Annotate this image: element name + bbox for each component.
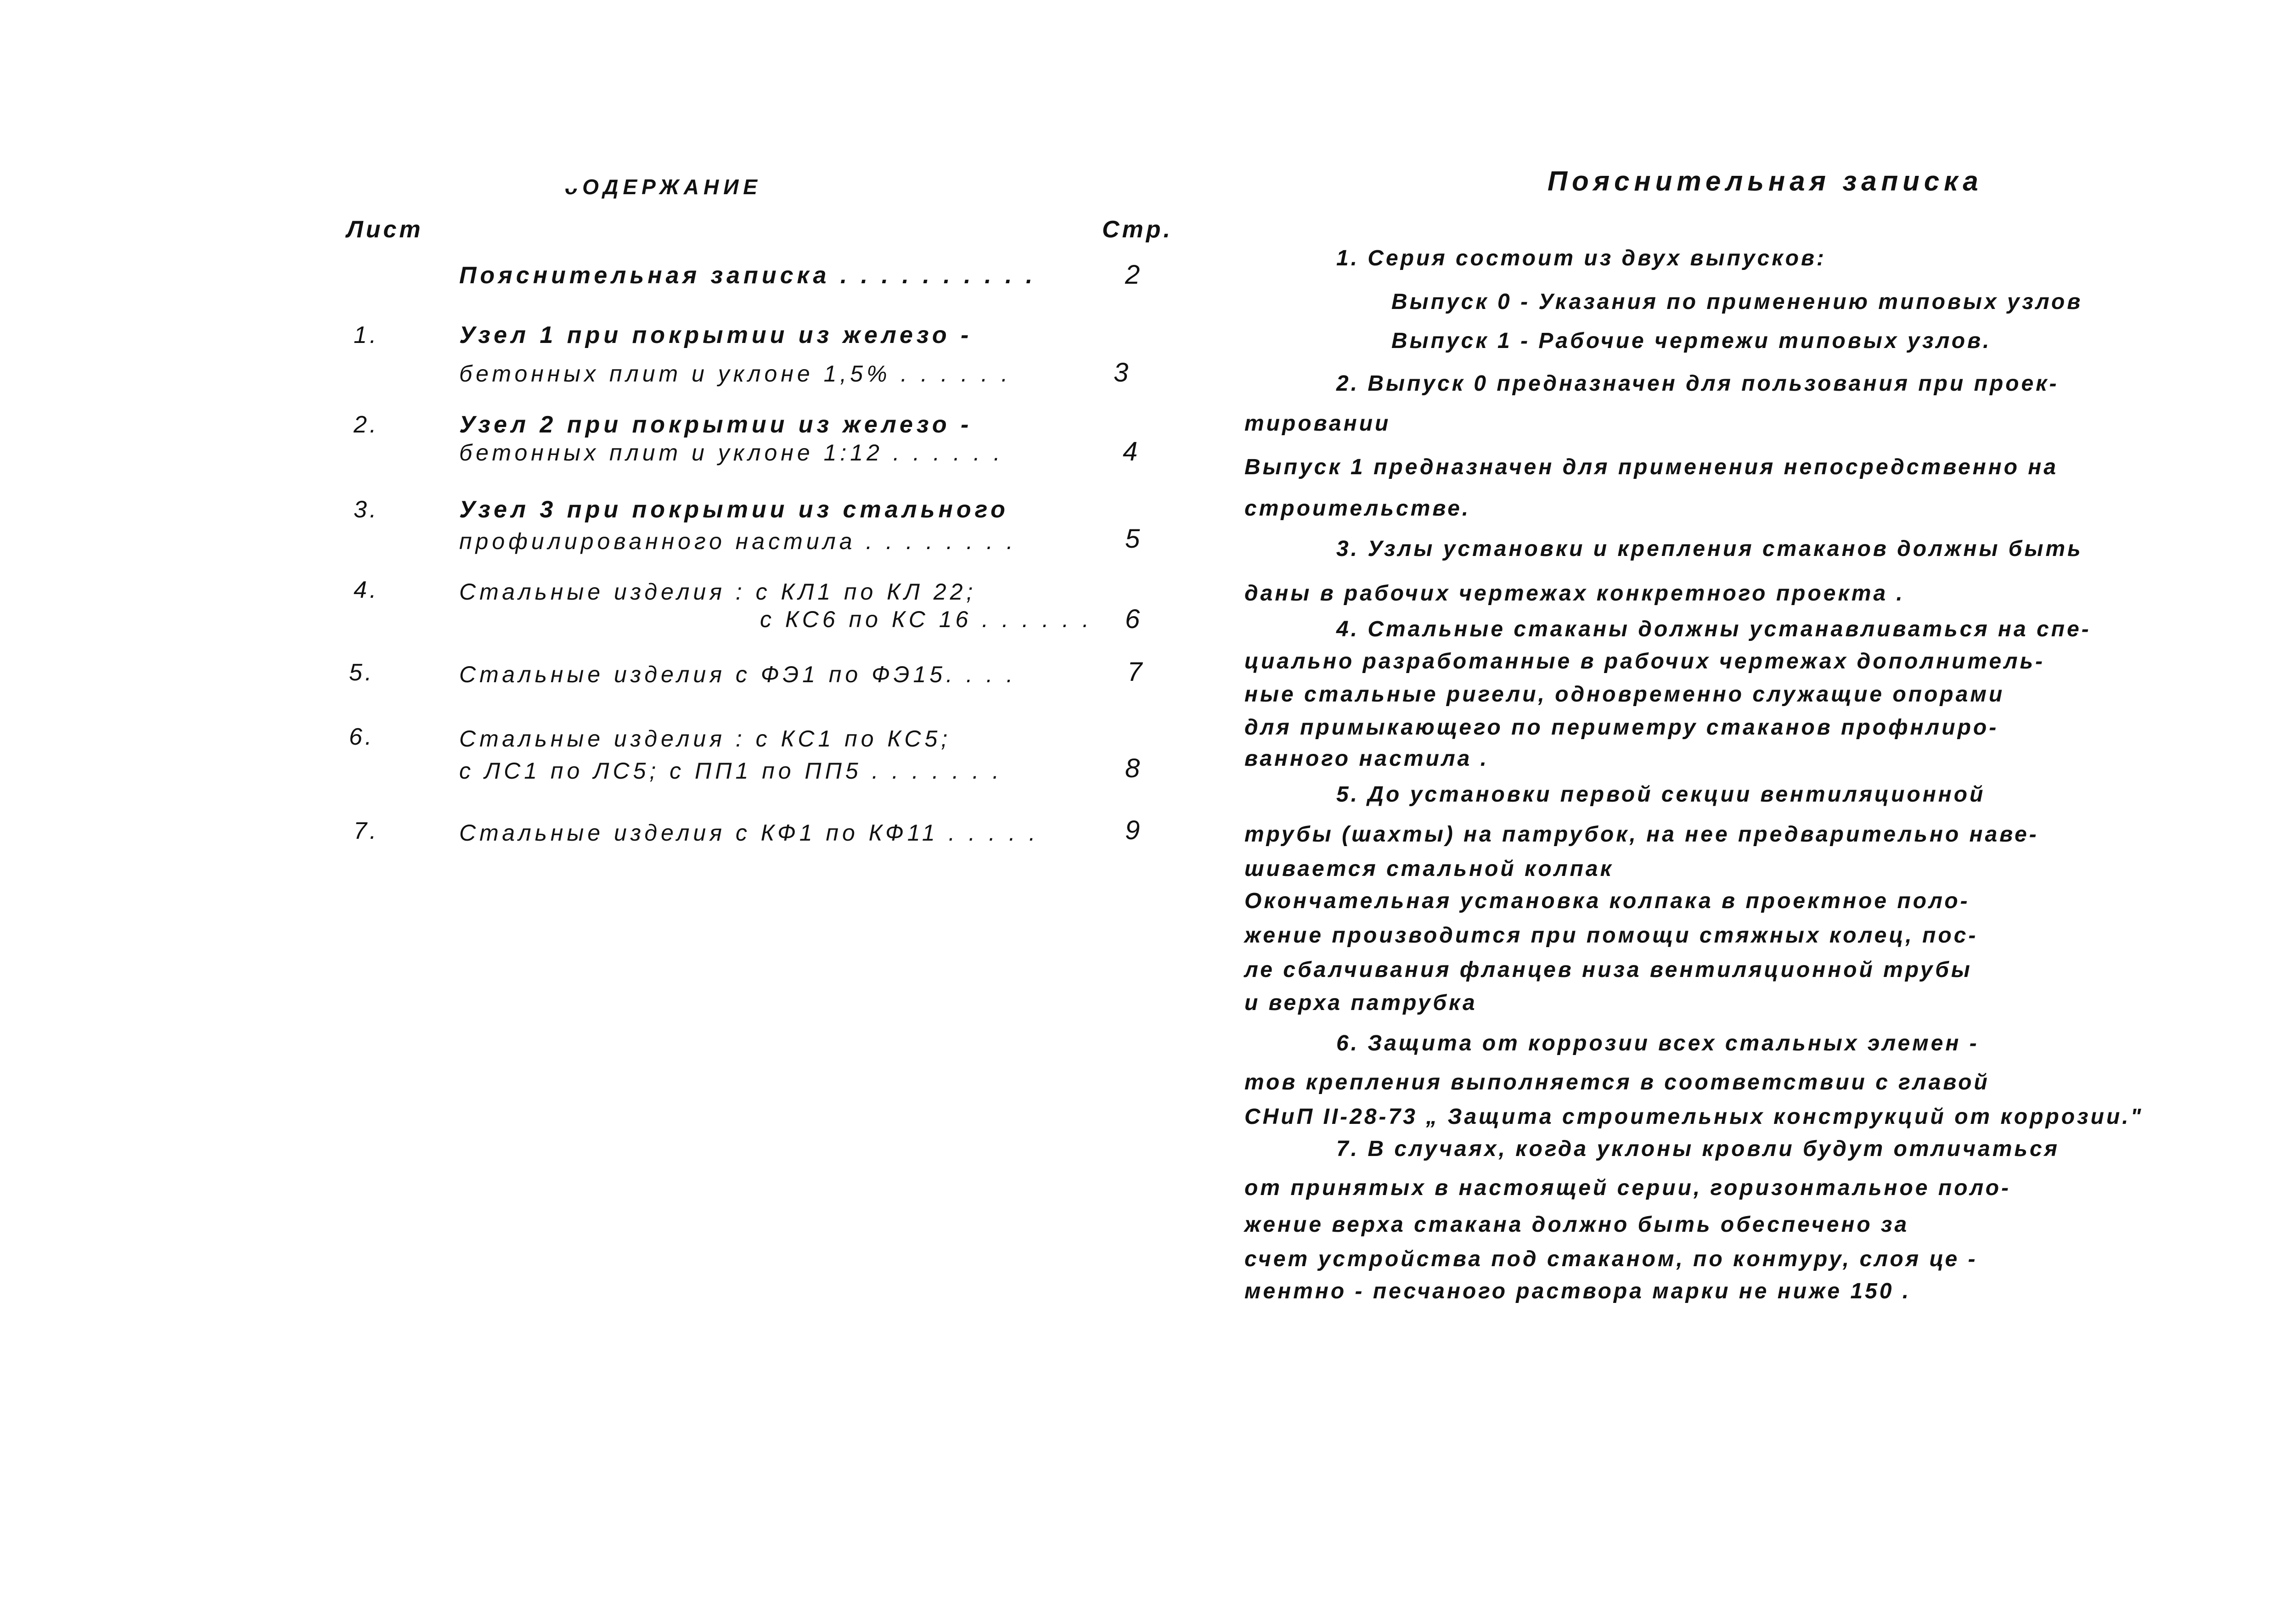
toc-entry-line: с КС6 по КС 16 . . . . . . (760, 606, 1093, 632)
note-line: даны в рабочих чертежах конкретного проекта . (1244, 581, 1905, 606)
note-line: Выпуск 1 - Рабочие чертежи типовых узлов. (1391, 329, 1992, 353)
note-line: Выпуск 1 предназначен для применения непосредственно на (1244, 455, 2059, 479)
note-line: жение производится при помощи стяжных колец, пос- (1244, 923, 1978, 948)
toc-entry-line: бетонных плит и уклоне 1,5% . . . . . . (459, 361, 1012, 387)
toc-entry-page: 7 (1127, 657, 1145, 687)
toc-entry-number: 4. (354, 577, 379, 603)
toc-entry-line: Стальные изделия с КФ1 по КФ11 . . . . . (459, 820, 1039, 846)
note-line: строительстве. (1244, 496, 1471, 521)
toc-entry-line: бетонных плит и уклоне 1:12 . . . . . . (459, 440, 1004, 466)
toc-entry-page: 4 (1123, 437, 1141, 466)
note-line: ментно - песчаного раствора марки не ниже 150 . (1244, 1279, 1911, 1303)
toc-entry-line: Узел 2 при покрытии из железо - (459, 411, 973, 438)
note-line: от принятых в настоящей серии, горизонтальное поло- (1244, 1176, 2011, 1200)
note-line: 1. Серия состоит из двух выпусков: (1336, 246, 1826, 270)
note-line: счет устройства под стаканом, по контуру, слоя це - (1244, 1247, 1978, 1271)
note-line: 5. До установки первой секции вентиляционной (1336, 782, 1986, 807)
toc-entry-line: с ЛС1 по ЛС5; с ПП1 по ПП5 . . . . . . . (459, 758, 1003, 784)
toc-entry-page: 6 (1125, 604, 1143, 634)
toc-entry-line: профилированного настила . . . . . . . . (459, 528, 1017, 554)
note-line: и верха патрубка (1244, 991, 1477, 1015)
toc-entry-page: 9 (1125, 815, 1143, 845)
toc-entry-line: Стальные изделия : с КС1 по КС5; (459, 726, 951, 752)
toc-entry-page: 3 (1114, 358, 1131, 387)
toc-entry-number: 2. (354, 411, 379, 438)
toc-entry-line: Узел 1 при покрытии из железо - (459, 322, 973, 348)
note-line: тировании (1244, 411, 1391, 436)
toc-title: ᴗОДЕРЖАНИЕ (565, 175, 762, 199)
toc-entry-line: Стальные изделия с ФЭ1 по ФЭ15. . . . (459, 662, 1017, 687)
toc-entry-number: 3. (354, 496, 379, 523)
toc-entry-number: 1. (354, 322, 379, 348)
note-line: ле сбалчивания фланцев низа вентиляционной трубы (1244, 958, 1972, 982)
note-line: циально разработанные в рабочих чертежах дополнитель- (1244, 649, 2045, 673)
note-line: 6. Защита от коррозии всех стальных элемен - (1336, 1031, 1979, 1055)
note-line: тов крепления выполняется в соответствии с главой (1244, 1070, 1990, 1094)
toc-entry-number: 5. (349, 659, 375, 686)
note-line: для примыкающего по периметру стаканов профнлиро- (1244, 715, 1999, 740)
sheet-column-header: Лист (347, 216, 423, 243)
note-line: 7. В случаях, когда уклоны кровли будут отличаться (1336, 1137, 2060, 1161)
note-line: ванного настила . (1244, 746, 1489, 771)
note-line: 3. Узлы установки и крепления стаканов должны быть (1336, 537, 2083, 561)
toc-entry-page: 8 (1125, 753, 1143, 783)
note-line: жение верха стакана должно быть обеспечено за (1244, 1212, 1909, 1237)
note-line: ные стальные ригели, одновременно служащие опорами (1244, 682, 2005, 707)
toc-intro-text: Пояснительная записка . . . . . . . . . . (459, 262, 1036, 289)
note-line: шивается стальной колпак (1244, 857, 1614, 881)
toc-entry-line: Стальные изделия : с КЛ1 по КЛ 22; (459, 579, 977, 605)
page-column-header: Стр. (1102, 216, 1173, 243)
toc-entry-number: 7. (354, 818, 379, 844)
note-line: Выпуск 0 - Указания по применению типовых узлов (1391, 290, 2083, 314)
note-line: СНиП II-28-73 „ Защита строительных конструкций от коррозии." (1244, 1105, 2144, 1129)
toc-intro-page: 2 (1125, 260, 1143, 290)
toc-entry-line: Узел 3 при покрытии из стального (459, 496, 1009, 523)
toc-entry-page: 5 (1125, 524, 1143, 554)
note-line: 4. Стальные стаканы должны устанавливаться на спе- (1336, 617, 2091, 641)
note-line: трубы (шахты) на патрубок, на нее предварительно наве- (1244, 822, 2039, 847)
toc-entry-number: 6. (349, 724, 375, 750)
note-line: 2. Выпуск 0 предназначен для пользования при проек- (1336, 371, 2059, 396)
note-line: Окончательная установка колпака в проектное поло- (1244, 889, 1970, 913)
note-title: Пояснительная записка (1548, 166, 1983, 196)
